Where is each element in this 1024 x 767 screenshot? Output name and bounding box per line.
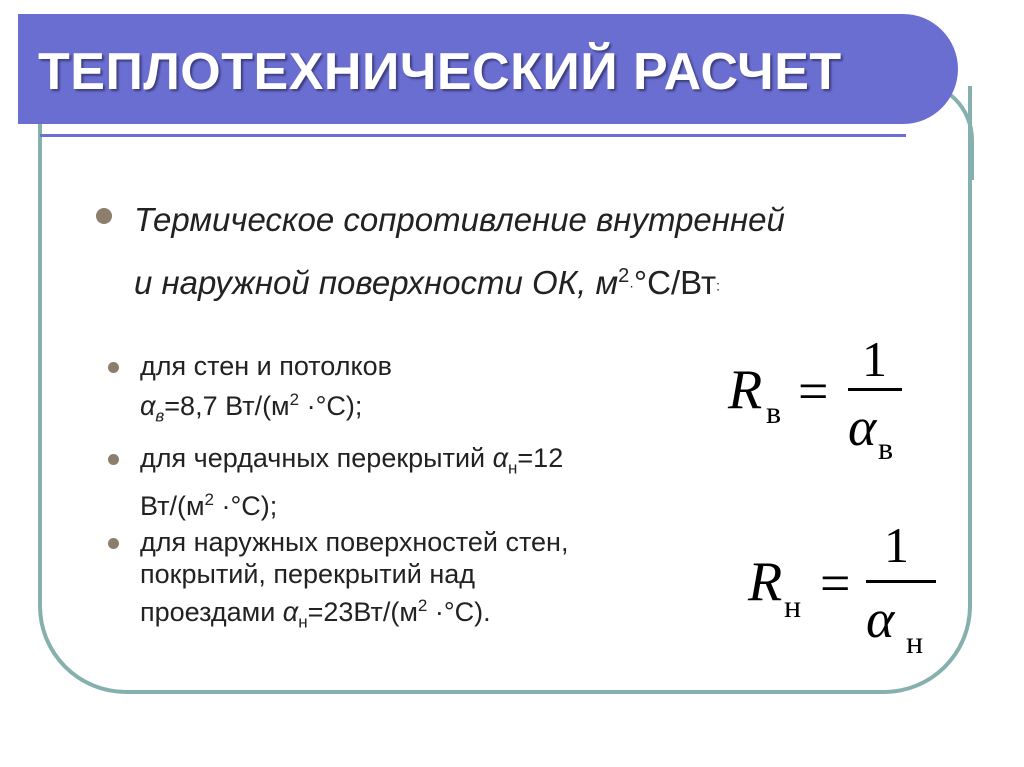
formula-r-inner xyxy=(728,330,928,480)
formula-equals: = xyxy=(820,553,851,613)
main-bullet-line2 xyxy=(134,248,934,313)
alpha-subscript: в xyxy=(155,406,165,426)
formula-alpha-subscript: в xyxy=(878,430,894,466)
unit-suffix: °С/Вт xyxy=(633,264,717,301)
formula-R: R xyxy=(728,359,763,421)
sub-bullet-3-text: проездами xyxy=(140,597,283,627)
sub-bullet-1-line1: для стен и потолков xyxy=(140,351,392,381)
sub-bullet-2-text: для чердачных перекрытий xyxy=(140,443,493,473)
alpha-symbol: α xyxy=(140,391,156,421)
alpha-value: =12 xyxy=(517,443,564,473)
formula-fraction-bar xyxy=(866,580,936,583)
alpha-symbol: α xyxy=(492,443,509,473)
unit-superscript: 2 xyxy=(204,490,215,510)
main-bullet-line2-text: и наружной поверхности ОК, м xyxy=(134,264,619,301)
sub-bullet-1 xyxy=(140,350,700,432)
main-bullet-dot xyxy=(96,208,112,224)
alpha-value: =23Вт/(м xyxy=(307,597,418,627)
unit-end: ·°С). xyxy=(427,597,491,627)
sub-bullet-dot-3 xyxy=(108,538,119,549)
sub-bullet-2-line1 xyxy=(140,442,700,484)
unit-end: ·°С); xyxy=(299,391,363,421)
formula-R-subscript: н xyxy=(784,588,802,624)
unit-prefix: Вт/(м xyxy=(140,491,205,522)
formula-equals: = xyxy=(798,361,829,421)
formula-R-subscript: в xyxy=(766,394,782,430)
formula-r-outer xyxy=(748,512,948,662)
title-underline xyxy=(40,134,906,137)
alpha-value: =8,7 Вт/(м xyxy=(164,391,290,421)
formula-fraction-bar xyxy=(848,388,902,391)
slide-title: ТЕПЛОТЕХНИЧЕСКИЙ РАСЧЕТ xyxy=(38,43,842,101)
sub-bullet-3-line1: для наружных поверхностей стен, xyxy=(140,527,569,557)
alpha-subscript: н xyxy=(298,612,308,632)
unit-dot: · xyxy=(629,277,634,294)
main-bullet-line1: Термическое сопротивление внутренней xyxy=(134,201,785,238)
formula-alpha: α xyxy=(848,397,877,457)
sub-bullet-1-line2 xyxy=(140,384,700,432)
formula-R: R xyxy=(748,551,783,613)
sub-bullet-2 xyxy=(140,442,700,522)
unit-colon: : xyxy=(716,277,721,294)
sub-bullet-3-line3 xyxy=(140,590,700,638)
alpha-symbol: α xyxy=(282,597,299,627)
formula-numerator: 1 xyxy=(884,517,909,573)
sub-bullet-dot-1 xyxy=(108,362,119,373)
sub-bullet-2-line2 xyxy=(140,484,700,522)
formula-numerator: 1 xyxy=(862,331,887,387)
formula-alpha-subscript: н xyxy=(906,624,924,660)
sub-bullet-dot-2 xyxy=(108,454,119,465)
sub-bullet-3 xyxy=(140,526,700,638)
unit-end: ·°С); xyxy=(214,491,278,522)
formula-alpha: α xyxy=(866,589,895,649)
main-bullet-text xyxy=(134,192,934,313)
unit-superscript: 2 xyxy=(618,265,630,287)
sub-bullet-3-line2: покрытий, перекрытий над xyxy=(140,559,476,589)
unit-superscript: 2 xyxy=(289,390,300,409)
unit-superscript: 2 xyxy=(417,596,428,615)
alpha-subscript: н xyxy=(508,458,518,478)
